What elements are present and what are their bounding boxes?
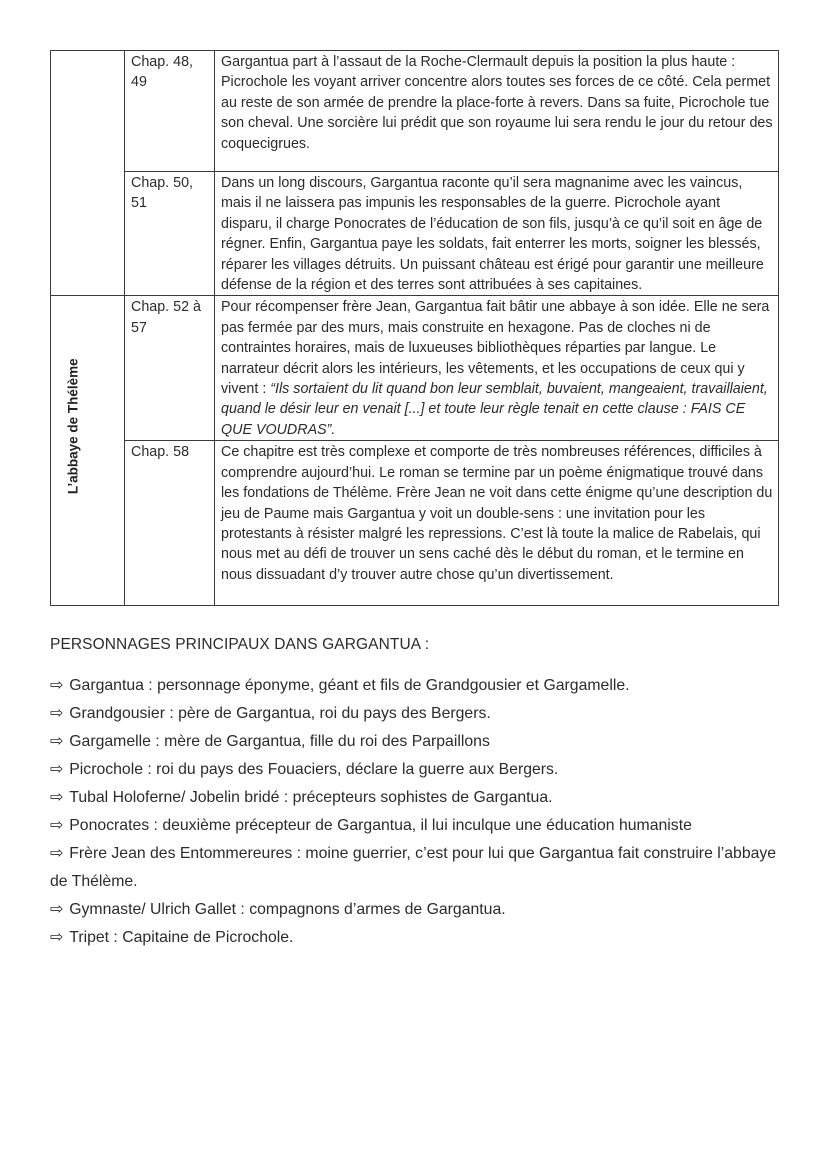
table-row xyxy=(51,172,779,296)
characters-list xyxy=(50,672,785,952)
list-item xyxy=(50,784,785,812)
chapter-summary-table xyxy=(50,50,779,606)
character-description: Gargamelle : mère de Gargantua, fille du roi des Parpaillons xyxy=(69,733,490,750)
table-row xyxy=(51,51,779,172)
list-item xyxy=(50,672,785,700)
arrow-right-icon: ⇨ xyxy=(50,789,64,806)
chapter-summary xyxy=(215,296,779,441)
arrow-right-icon: ⇨ xyxy=(50,677,64,694)
arrow-right-icon: ⇨ xyxy=(50,901,64,918)
section-label-wrapper xyxy=(63,356,85,496)
chapter-number: Chap. 50, 51 xyxy=(125,172,215,296)
character-description: Gymnaste/ Ulrich Gallet : compagnons d’armes de Gargantua. xyxy=(69,901,506,918)
section-cell-empty xyxy=(51,51,125,296)
character-description: Picrochole : roi du pays des Fouaciers, déclare la guerre aux Bergers. xyxy=(69,761,559,778)
arrow-right-icon: ⇨ xyxy=(50,733,64,750)
list-item xyxy=(50,756,785,784)
section-cell-abbaye xyxy=(51,296,125,606)
list-item xyxy=(50,840,785,896)
arrow-right-icon: ⇨ xyxy=(50,817,64,834)
arrow-right-icon: ⇨ xyxy=(50,705,64,722)
chapter-summary: Dans un long discours, Gargantua raconte qu’il sera magnanime avec les vaincus, mais il ne laissera pas impunis les responsables de la guerre. Picrochole ayant disparu, il charge Ponocrates de l’éducation de son fils, jusqu’à ce qu’il soit en âge de régner. Enfin, Gargantua paye les soldats, fait enterrer les morts, soigner les blessés, réparer les villages détruits. Un puissant château est érigé pour garantir une meilleure défense de la région et des terres sont attribuées à ses capitaines. xyxy=(215,172,779,296)
summary-text: Pour récompenser frère Jean, Gargantua fait bâtir une abbaye à son idée. Elle ne sera pas fermée par des murs, mais construite en hexagone. Pas de cloches ni de contraintes horaires, mais de luxueuses bibliothèques réparties par langue. Le narrateur décrit alors les intérieurs, les vêtements, et les occupations de ceux qui y vivent : xyxy=(221,299,770,398)
character-description: Grandgousier : père de Gargantua, roi du pays des Bergers. xyxy=(69,705,491,722)
character-description: Frère Jean des Entommereures : moine guerrier, c’est pour lui que Gargantua fait construire l’abbaye de Thélème. xyxy=(50,845,777,890)
characters-heading: PERSONNAGES PRINCIPAUX DANS GARGANTUA : xyxy=(50,636,430,653)
section-label: L’abbaye de Thélème xyxy=(65,358,81,495)
list-item xyxy=(50,924,785,952)
chapter-number: Chap. 48, 49 xyxy=(125,51,215,172)
list-item xyxy=(50,812,785,840)
summary-quote: “Ils sortaient du lit quand bon leur semblait, buvaient, mangeaient, travaillaient, quand le désir leur en venait [...] et toute leur règle tenait en cette clause : FAIS CE QUE VOUDRAS”. xyxy=(221,381,768,438)
table-row xyxy=(51,441,779,606)
arrow-right-icon: ⇨ xyxy=(50,929,64,946)
chapter-number: Chap. 52 à 57 xyxy=(125,296,215,441)
list-item xyxy=(50,700,785,728)
table-row xyxy=(51,296,779,441)
chapter-summary: Gargantua part à l’assaut de la Roche-Clermault depuis la position la plus haute : Picrochole les voyant arriver concentre alors toutes ses forces de ce côté. Cela permet au reste de son armée de prendre la place-forte à revers. Dans sa fuite, Picrochole tue son cheval. Une sorcière lui prédit que son royaume lui sera rendu le jour du retour des coquecigrues. xyxy=(215,51,779,172)
chapter-number: Chap. 58 xyxy=(125,441,215,606)
arrow-right-icon: ⇨ xyxy=(50,761,64,778)
character-description: Tripet : Capitaine de Picrochole. xyxy=(69,929,294,946)
chapter-summary: Ce chapitre est très complexe et comporte de très nombreuses références, difficiles à comprendre aujourd’hui. Le roman se termine par un poème énigmatique trouvé dans les fondations de Thélème. Frère Jean ne voit dans cette énigme qu’une description du jeu de Paume mais Gargantua y voit un double-sens : une invitation pour les protestants à résister malgré les repressions. C’est là toute la malice de Rabelais, qui nous met au défi de trouver un sens caché dès le début du roman, et le termine en nous dissuadant d’y trouver autre chose qu’un divertissement. xyxy=(215,441,779,606)
character-description: Ponocrates : deuxième précepteur de Gargantua, il lui inculque une éducation humaniste xyxy=(69,817,692,834)
list-item xyxy=(50,896,785,924)
character-description: Gargantua : personnage éponyme, géant et fils de Grandgousier et Gargamelle. xyxy=(69,677,630,694)
arrow-right-icon: ⇨ xyxy=(50,845,64,862)
list-item xyxy=(50,728,785,756)
character-description: Tubal Holoferne/ Jobelin bridé : précepteurs sophistes de Gargantua. xyxy=(69,789,553,806)
